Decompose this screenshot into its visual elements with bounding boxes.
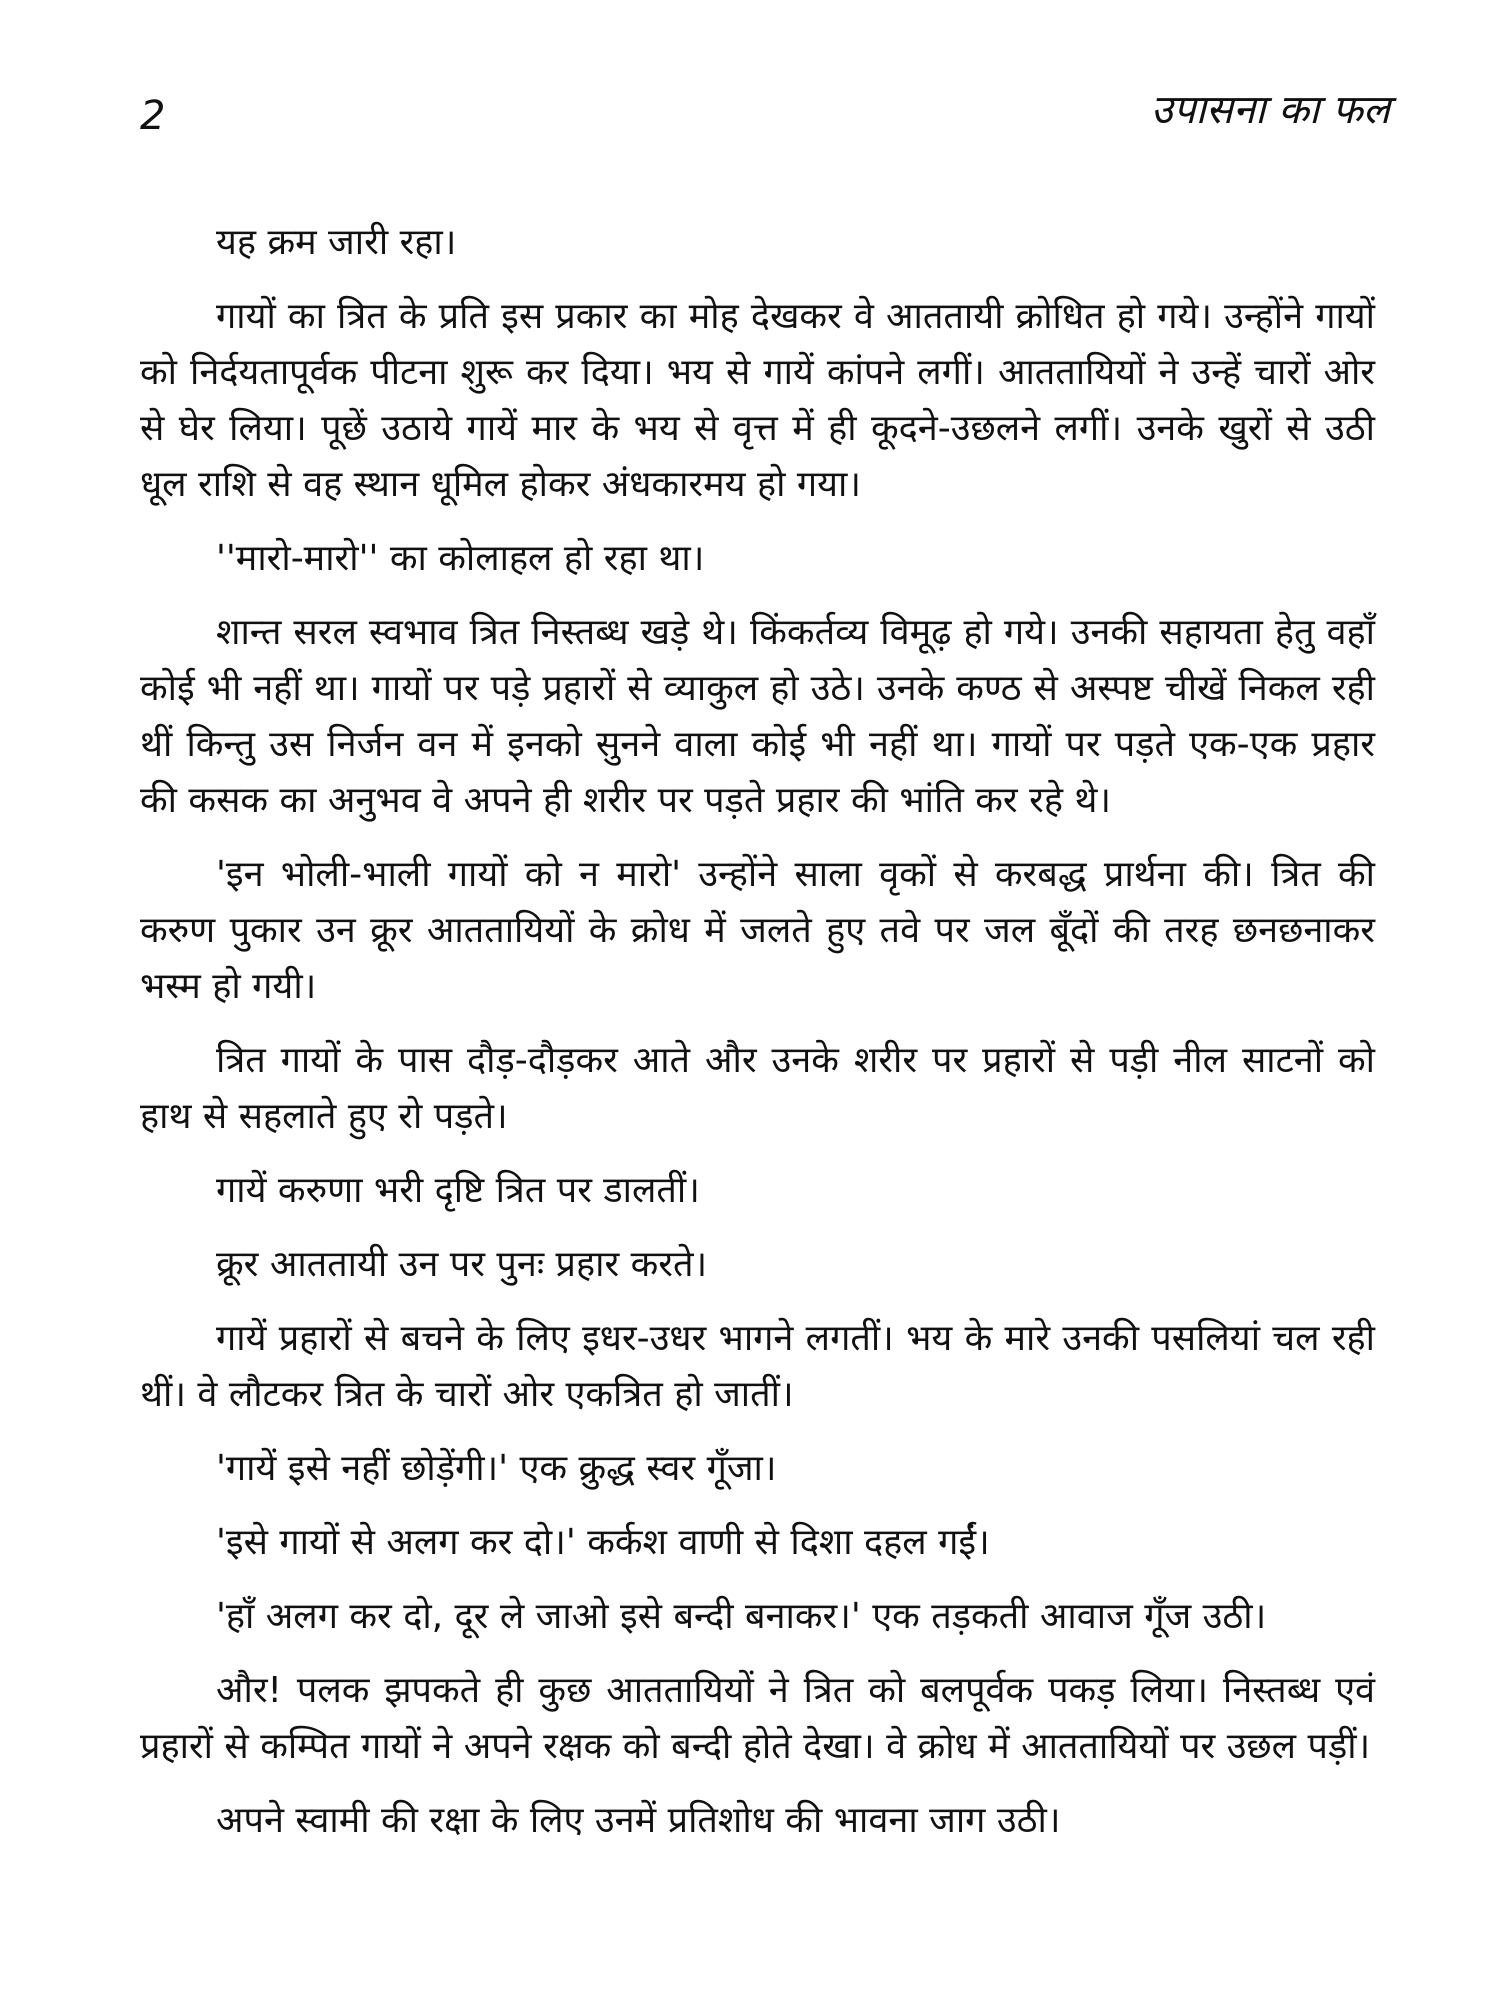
body-text <box>140 215 1375 1849</box>
paragraph: 'इन भोली-भाली गायों को न मारो' उन्होंने साला वृकों से करबद्ध प्रार्थना की। त्रित की करुण पुकार उन क्रूर आततायियों के क्रोध में जलते हुए तवे पर जल बूँदों की तरह छनछनाकर भस्म हो गयी। <box>140 854 1375 1007</box>
paragraph: 'गायें इसे नहीं छोड़ेंगी।' एक क्रुद्ध स्वर गूँजा। <box>216 1448 777 1489</box>
page-number: 2 <box>140 93 166 139</box>
paragraph: ''मारो-मारो'' का कोलाहल हो रहा था। <box>216 538 705 579</box>
paragraph: गायों का त्रित के प्रति इस प्रकार का मोह देखकर वे आततायी क्रोधित हो गये। उन्होंने गायों को निर्दयतापूर्वक पीटना शुरू कर दिया। भय से गायें कांपने लगीं। आततायियों ने उन्हें चारों ओर से घेर लिया। पूछें उठाये गायें मार के भय से वृत्त में ही कूदने-उछलने लगीं। उनके खुरों से उठी धूल राशि से वह स्थान धूमिल होकर अंधकारमय हो गया। <box>140 296 1375 505</box>
paragraph: और! पलक झपकते ही कुछ आततायियों ने त्रित को बलपूर्वक पकड़ लिया। निस्तब्ध एवं प्रहारों से कम्पित गायों ने अपने रक्षक को बन्दी होते देखा। वे क्रोध में आततायियों पर उछल पड़ीं। <box>140 1670 1375 1767</box>
running-title: उपासना का फल <box>1150 87 1390 133</box>
paragraph: यह क्रम जारी रहा। <box>216 222 457 263</box>
paragraph: क्रूर आततायी उन पर पुनः प्रहार करते। <box>216 1244 708 1285</box>
paragraph: 'हाँ अलग कर दो, दूर ले जाओ इसे बन्दी बनाकर।' एक तड़कती आवाज गूँज उठी। <box>216 1596 1267 1637</box>
paragraph: 'इसे गायों से अलग कर दो।' कर्कश वाणी से दिशा दहल गईं। <box>216 1522 990 1563</box>
paragraph: अपने स्वामी की रक्षा के लिए उनमें प्रतिशोध की भावना जाग उठी। <box>216 1800 1061 1841</box>
paragraph: त्रित गायों के पास दौड़-दौड़कर आते और उनके शरीर पर प्रहारों से पड़ी नील साटनों को हाथ से सहलाते हुए रो पड़ते। <box>140 1040 1375 1137</box>
paragraph: गायें प्रहारों से बचने के लिए इधर-उधर भागने लगतीं। भय के मारे उनकी पसलियां चल रही थीं। वे लौटकर त्रित के चारों ओर एकत्रित हो जातीं। <box>140 1318 1375 1415</box>
paragraph: शान्त सरल स्वभाव त्रित निस्तब्ध खड़े थे। किंकर्तव्य विमूढ़ हो गये। उनकी सहायता हेतु वहाँ कोई भी नहीं था। गायों पर पड़े प्रहारों से व्याकुल हो उठे। उनके कण्ठ से अस्पष्ट चीखें निकल रही थीं किन्तु उस निर्जन वन में इनको सुनने वाला कोई भी नहीं था। गायों पर पड़ते एक-एक प्रहार की कसक का अनुभव वे अपने ही शरीर पर पड़ते प्रहार की भांति कर रहे थे। <box>140 612 1375 821</box>
paragraph: गायें करुणा भरी दृष्टि त्रित पर डालतीं। <box>216 1170 700 1211</box>
